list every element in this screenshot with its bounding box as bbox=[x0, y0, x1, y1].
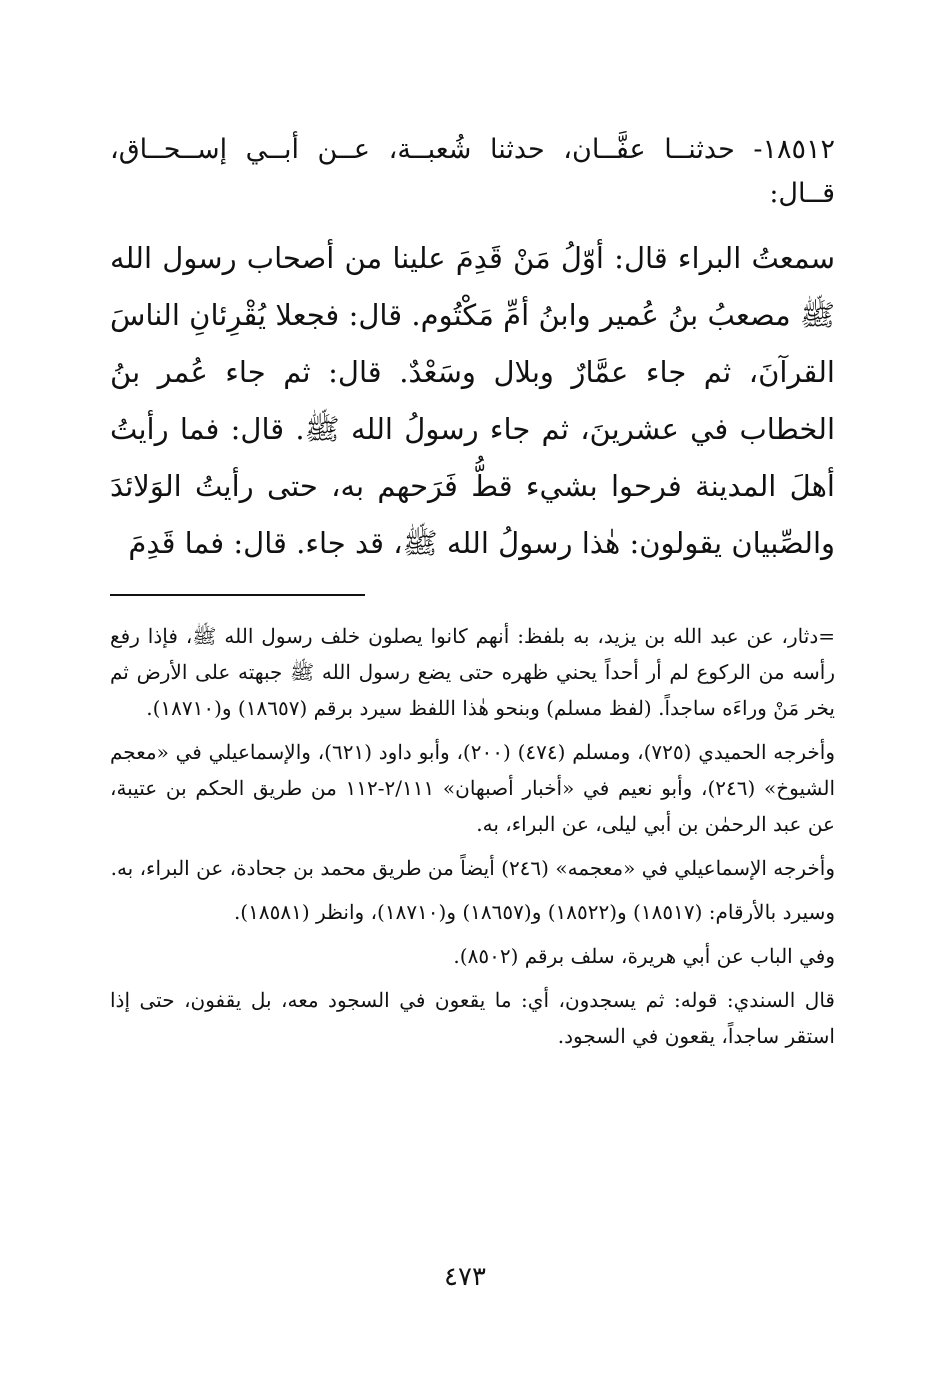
footnote-paragraph: وفي الباب عن أبي هريرة، سلف برقم (٨٥٠٢). bbox=[453, 944, 835, 968]
hadith-text: سمعتُ البراء قال: أوّلُ مَنْ قَدِمَ علينا من أصحاب رسول الله ﷺ مصعبُ بنُ عُمير وابنُ أمِّ مَكْتُوم. قال: فجعلا يُقْرِئانِ الناسَ القرآنَ، ثم جاء عمَّارٌ وبلال وسَعْدٌ. قال: ثم جاء عُمر بنُ الخطاب في عشرينَ، ثم جاء رسولُ الله ﷺ. قال: فما رأيتُ أهلَ المدينة فرحوا بشيء قطُّ فَرَحهم به، حتى رأيتُ الوَلائدَ والصِّبيان يقولون: هٰذا رسولُ الله ﷺ، قد جاء. قال: فما قَدِمَ bbox=[110, 241, 835, 560]
footnote-paragraph: وأخرجه الحميدي (٧٢٥)، ومسلم (٤٧٤) (٢٠٠)، وأبو داود (٦٢١)، والإسماعيلي في «معجم الشيوخ» (٢٤٦)، وأبو نعيم في «أخبار أصبهان» ٢/١١١-١١٢ من طريق الحكم بن عتيبة، عن عبد الرحمٰن بن أبي ليلى، عن البراء، به. bbox=[110, 740, 836, 836]
page-content bbox=[110, 128, 835, 1062]
hadith-heading: ١٨٥١٢- حدثنــا عفَّــان، حدثنا شُعبــة، عــن أبــي إســحــاق، قــال: bbox=[110, 134, 835, 209]
footnote-paragraph: وسيرد بالأرقام: (١٨٥١٧) و(١٨٥٢٢) و(١٨٦٥٧) و(١٨٧١٠)، وانظر (١٨٥٨١). bbox=[233, 900, 835, 924]
footnotes bbox=[110, 618, 835, 1054]
footnote-paragraph: قال السندي: قوله: ثم يسجدون، أي: ما يقعون في السجود معه، بل يقفون، حتى إذا استقر ساجداً، يقعون في السجود. bbox=[110, 988, 835, 1048]
footnote-paragraph: وأخرجه الإسماعيلي في «معجمه» (٢٤٦) أيضاً من طريق محمد بن جحادة، عن البراء، به. bbox=[110, 856, 835, 880]
footnote-separator bbox=[110, 594, 365, 596]
hadith-body bbox=[110, 230, 835, 572]
footnote-paragraph: =دثار، عن عبد الله بن يزيد، به بلفظ: أنهم كانوا يصلون خلف رسول الله ﷺ، فإذا رفع رأسه من الركوع لم أر أحداً يحني ظهره حتى يضع رسول الله ﷺ جبهته على الأرض ثم يخر مَنْ وراءَه ساجداً. (لفظ مسلم) وبنحو هٰذا اللفظ سيرد برقم (١٨٦٥٧) و(١٨٧١٠). bbox=[110, 624, 835, 720]
page-number: ٤٧٣ bbox=[444, 1262, 486, 1292]
